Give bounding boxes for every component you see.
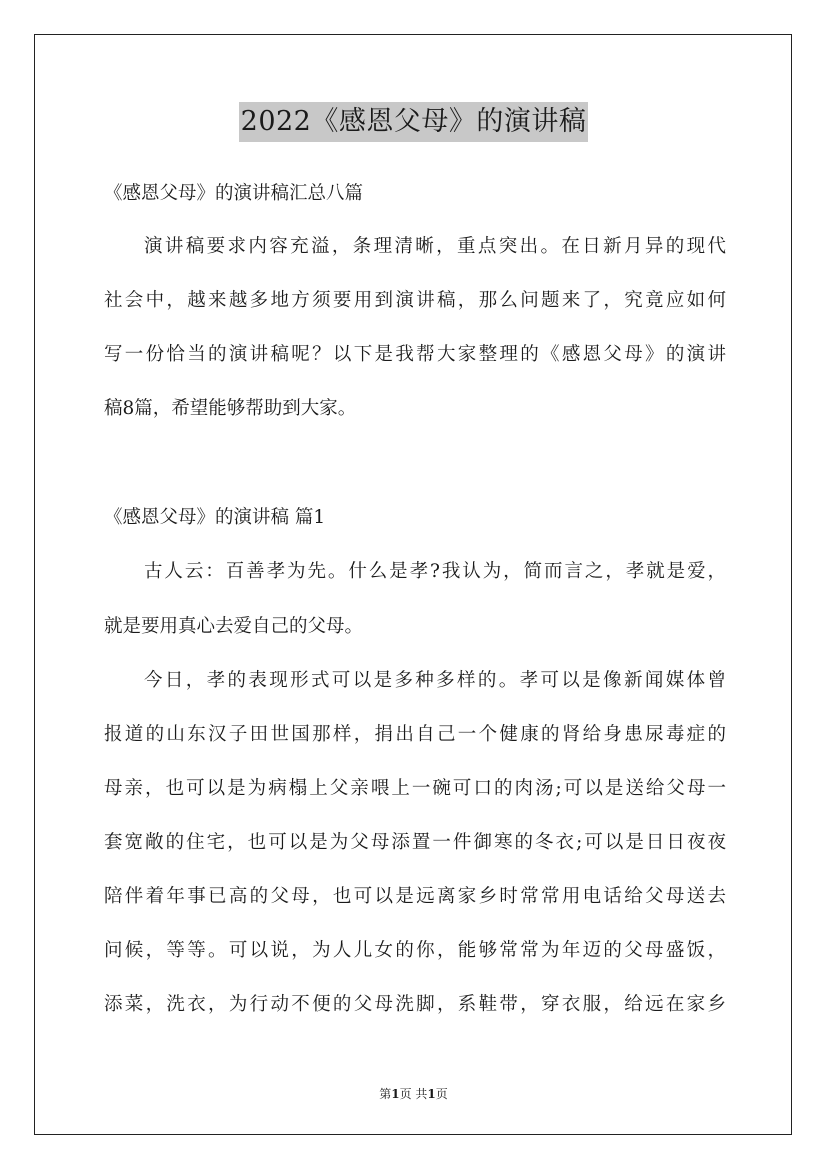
page-footer — [0, 1086, 827, 1102]
paragraph-line: 报道的山东汉子田世国那样，捐出自己一个健康的肾给身患尿毒症的 — [104, 724, 726, 745]
intro-line: 稿8篇，希望能够帮助到大家。 — [104, 398, 357, 419]
document-title-text: 2022《感恩父母》的演讲稿 — [239, 102, 589, 142]
intro-line: 社会中，越来越多地方须要用到演讲稿，那么问题来了，究竟应如何 — [104, 290, 726, 311]
paragraph-line: 母亲，也可以是为病榻上父亲喂上一碗可口的肉汤;可以是送给父母一 — [104, 778, 726, 799]
paragraph-line: 添菜，洗衣，为行动不便的父母洗脚，系鞋带，穿衣服，给远在家乡 — [104, 994, 726, 1015]
footer-page-number: 1 — [391, 1087, 400, 1101]
footer-prefix: 第 — [379, 1087, 392, 1101]
footer-suffix: 页 — [435, 1087, 448, 1101]
intro-line: 演讲稿要求内容充溢，条理清晰，重点突出。在日新月异的现代 — [144, 236, 726, 257]
paragraph-line: 陪伴着年事已高的父母，也可以是远离家乡时常常用电话给父母送去 — [104, 886, 726, 907]
section-heading: 《感恩父母》的演讲稿 篇1 — [104, 507, 326, 528]
paragraph-line: 就是要用真心去爱自己的父母。 — [104, 616, 364, 637]
paragraph-line: 古人云：百善孝为先。什么是孝?我认为，简而言之，孝就是爱， — [144, 561, 726, 582]
paragraph-line: 套宽敞的住宅，也可以是为父母添置一件御寒的冬衣;可以是日日夜夜 — [104, 832, 726, 853]
document-subtitle: 《感恩父母》的演讲稿汇总八篇 — [104, 183, 364, 204]
paragraph-line: 今日，孝的表现形式可以是多种多样的。孝可以是像新闻媒体曾 — [144, 670, 726, 691]
footer-mid: 页 共 — [399, 1087, 428, 1101]
document-title — [0, 100, 827, 142]
intro-line: 写一份恰当的演讲稿呢？以下是我帮大家整理的《感恩父母》的演讲 — [104, 344, 726, 365]
paragraph-line: 问候，等等。可以说，为人儿女的你，能够常常为年迈的父母盛饭， — [104, 940, 726, 961]
footer-page-total: 1 — [427, 1087, 436, 1101]
